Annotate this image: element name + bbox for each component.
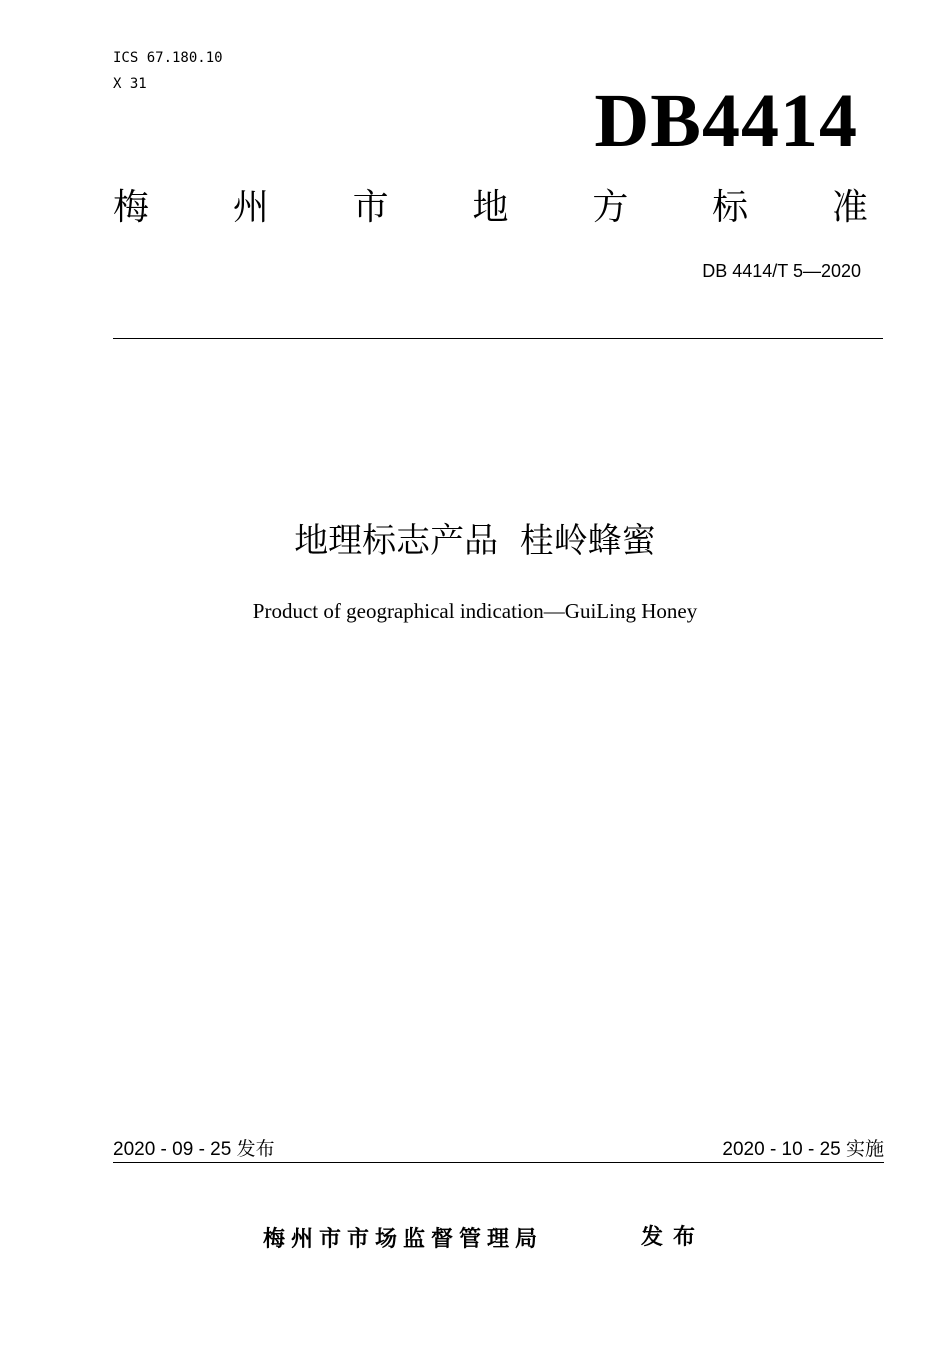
document-title-english: Product of geographical indication—GuiLing Honey bbox=[252, 599, 698, 623]
standard-number: DB 4414/T 5—2020 bbox=[702, 261, 861, 281]
standard-logo-db4414: DB4414 bbox=[594, 79, 858, 163]
document-title-chinese: 地理标志产品 桂岭蜂蜜 bbox=[294, 521, 656, 561]
top-divider bbox=[113, 338, 883, 339]
ics-code: ICS 67.180.10 bbox=[113, 50, 223, 66]
standard-type-char: 标 bbox=[712, 187, 749, 228]
issuing-authority: 梅州市市场监督管理局 bbox=[263, 1227, 544, 1252]
standard-type-char: 州 bbox=[232, 187, 269, 228]
standard-type-char: 方 bbox=[592, 187, 629, 228]
standard-type-heading bbox=[113, 185, 868, 231]
bottom-divider bbox=[113, 1162, 884, 1163]
standard-type-char: 梅 bbox=[113, 187, 150, 228]
classification-code: X 31 bbox=[113, 76, 147, 92]
issue-label: 发布 bbox=[641, 1225, 706, 1250]
issue-date: 2020 - 09 - 25 发布 bbox=[113, 1139, 275, 1160]
standard-type-char: 市 bbox=[352, 187, 389, 228]
standard-type-char: 地 bbox=[472, 187, 509, 228]
implementation-date: 2020 - 10 - 25 实施 bbox=[722, 1139, 884, 1160]
standard-type-char: 准 bbox=[831, 187, 868, 228]
